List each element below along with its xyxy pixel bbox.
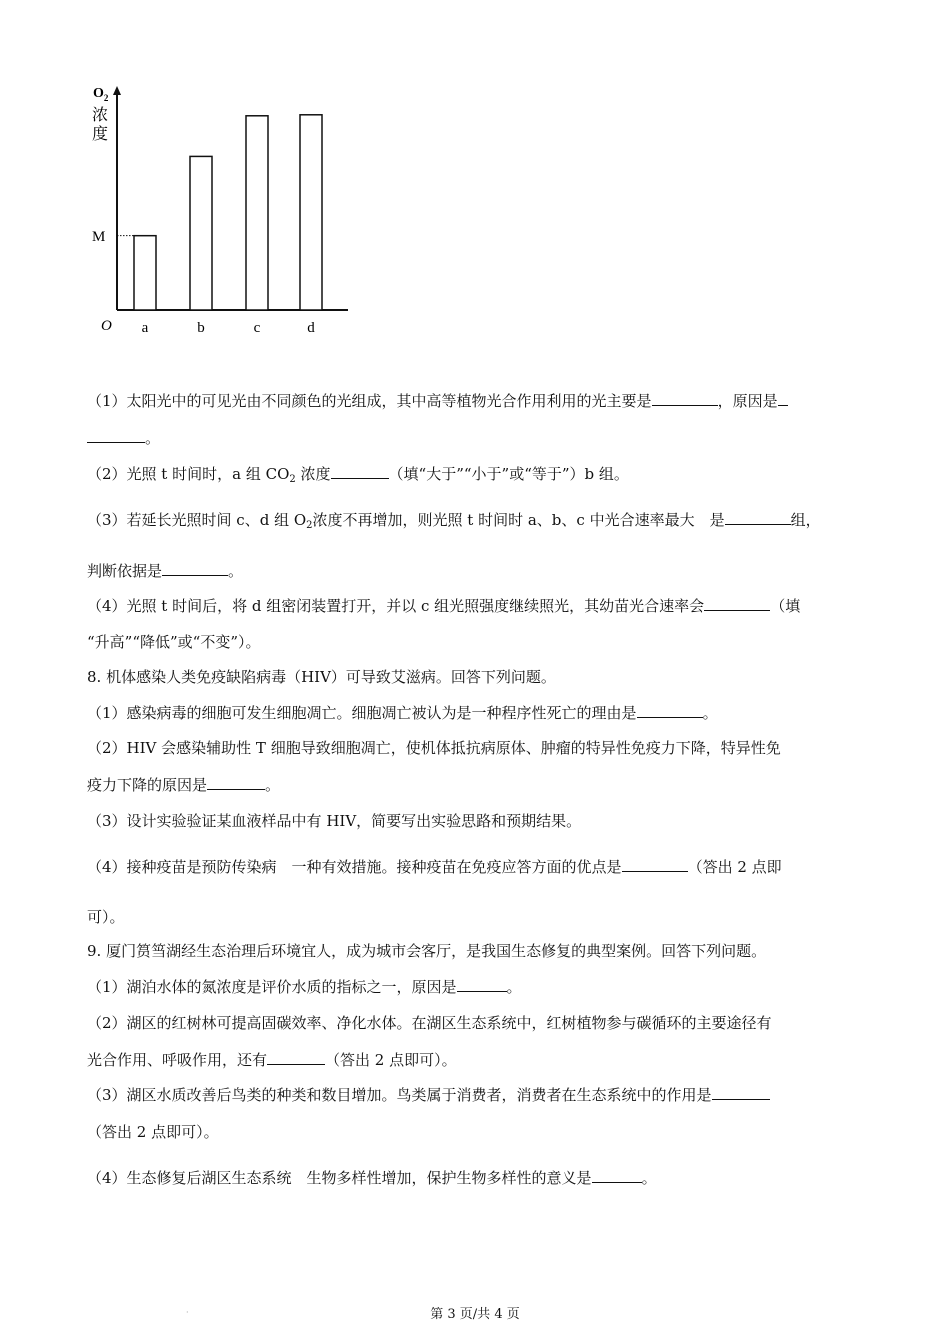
answer-blank[interactable]	[704, 596, 770, 611]
y-axis-label-o: $O_2$	[93, 86, 109, 103]
bar-c	[246, 116, 268, 310]
q7-part3-line1: （3）若延长光照时间 c、d 组 $O_2$浓度不再增加，则光照 t 时间时 a、b、c 中光合速率最大 是 组，	[87, 511, 821, 531]
q8-part2-line2: 疫力下降的原因是 。	[87, 776, 281, 794]
q8-part1: （1）感染病毒的细胞可发生细胞凋亡。细胞凋亡被认为是一种程序性死亡的理由是 。	[87, 704, 718, 722]
q9-part1: （1）湖泊水体的氮浓度是评价水质的指标之一，原因是 。	[87, 978, 522, 996]
q7-part4-line2: “升高”“降低”或“不变”）。	[87, 633, 261, 651]
bar-chart-svg	[80, 78, 380, 348]
answer-blank[interactable]	[267, 1050, 325, 1065]
y-axis-label-line3: 度	[92, 124, 109, 143]
answer-blank[interactable]	[712, 1085, 770, 1100]
q7-part3-line2: 判断依据是 。	[87, 562, 244, 580]
x-tick-labels	[142, 320, 316, 336]
q8-part2-line1: （2）HIV 会感染辅助性 T 细胞导致细胞凋亡，使机体抵抗病原体、肿瘤的特异性免疫力下降，特异性免	[87, 739, 781, 757]
y-axis-label-line2: 浓	[92, 105, 109, 124]
bar-a	[134, 236, 156, 310]
origin-label: O	[101, 318, 112, 334]
x-tick-label-b: b	[197, 320, 205, 336]
q7-part1-line1: （1）太阳光中的可见光由不同颜色的光组成，其中高等植物光合作用利用的光主要是 ，原因是	[87, 391, 867, 411]
q7-part1-line2: 。	[87, 428, 867, 448]
answer-blank[interactable]	[592, 1168, 642, 1183]
q9-part2-line2: 光合作用、呼吸作用，还有 （答出 2 点即可）。	[87, 1051, 457, 1069]
o2-concentration-chart	[80, 78, 380, 348]
answer-blank[interactable]	[778, 391, 788, 406]
q9-part3-line1: （3）湖区水质改善后鸟类的种类和数目增加。鸟类属于消费者，消费者在生态系统中的作用是	[87, 1085, 867, 1105]
y-axis-arrow	[113, 86, 121, 95]
answer-blank[interactable]	[162, 561, 228, 576]
y-axis-label-sub: 2	[103, 93, 109, 103]
q8-part4-line2: 可）。	[87, 908, 125, 926]
answer-blank[interactable]	[207, 775, 265, 790]
answer-blank[interactable]	[725, 510, 791, 525]
x-tick-label-d: d	[307, 320, 315, 336]
bar-b	[190, 156, 212, 310]
q7-part2: （2）光照 t 时间时，a 组 $CO_2$ 浓度 （填“大于”“小于”或“等于”）b 组。	[87, 465, 629, 485]
answer-blank[interactable]	[87, 428, 145, 443]
answer-blank[interactable]	[652, 391, 718, 406]
q7-part4-line1: （4）光照 t 时间后，将 d 组密闭装置打开，并以 c 组光照强度继续照光，其幼苗光合速率会 （填	[87, 597, 801, 615]
page-footer: 第 3 页/共 4 页	[430, 1307, 520, 1322]
footer-mark: ·	[186, 1308, 189, 1317]
answer-blank[interactable]	[457, 977, 507, 992]
x-tick-label-c: c	[253, 320, 261, 336]
q9-part4: （4）生态修复后湖区生态系统 生物多样性增加，保护生物多样性的意义是 。	[87, 1169, 657, 1187]
q8-title: 8. 机体感染人类免疫缺陷病毒（HIV）可导致艾滋病。回答下列问题。	[87, 668, 556, 686]
answer-blank[interactable]	[637, 703, 703, 718]
q8-part4-line1: （4）接种疫苗是预防传染病 一种有效措施。接种疫苗在免疫应答方面的优点是 （答出 2 点即	[87, 858, 782, 876]
q8-part3: （3）设计实验验证某血液样品中有 HIV，简要写出实验思路和预期结果。	[87, 812, 582, 830]
bars-group	[134, 115, 322, 310]
q9-part2-line1: （2）湖区的红树林可提高固碳效率、净化水体。在湖区生态系统中，红树植物参与碳循环的主要途径有	[87, 1014, 772, 1032]
answer-blank[interactable]	[622, 857, 688, 872]
bar-d	[300, 115, 322, 310]
answer-blank[interactable]	[331, 464, 389, 479]
q9-title: 9. 厦门筼筜湖经生态治理后环境宜人，成为城市会客厅，是我国生态修复的典型案例。回答下列问题。	[87, 942, 767, 960]
q9-part3-line2: （答出 2 点即可）。	[87, 1123, 219, 1141]
x-tick-label-a: a	[141, 320, 149, 336]
m-label: M	[92, 229, 106, 245]
